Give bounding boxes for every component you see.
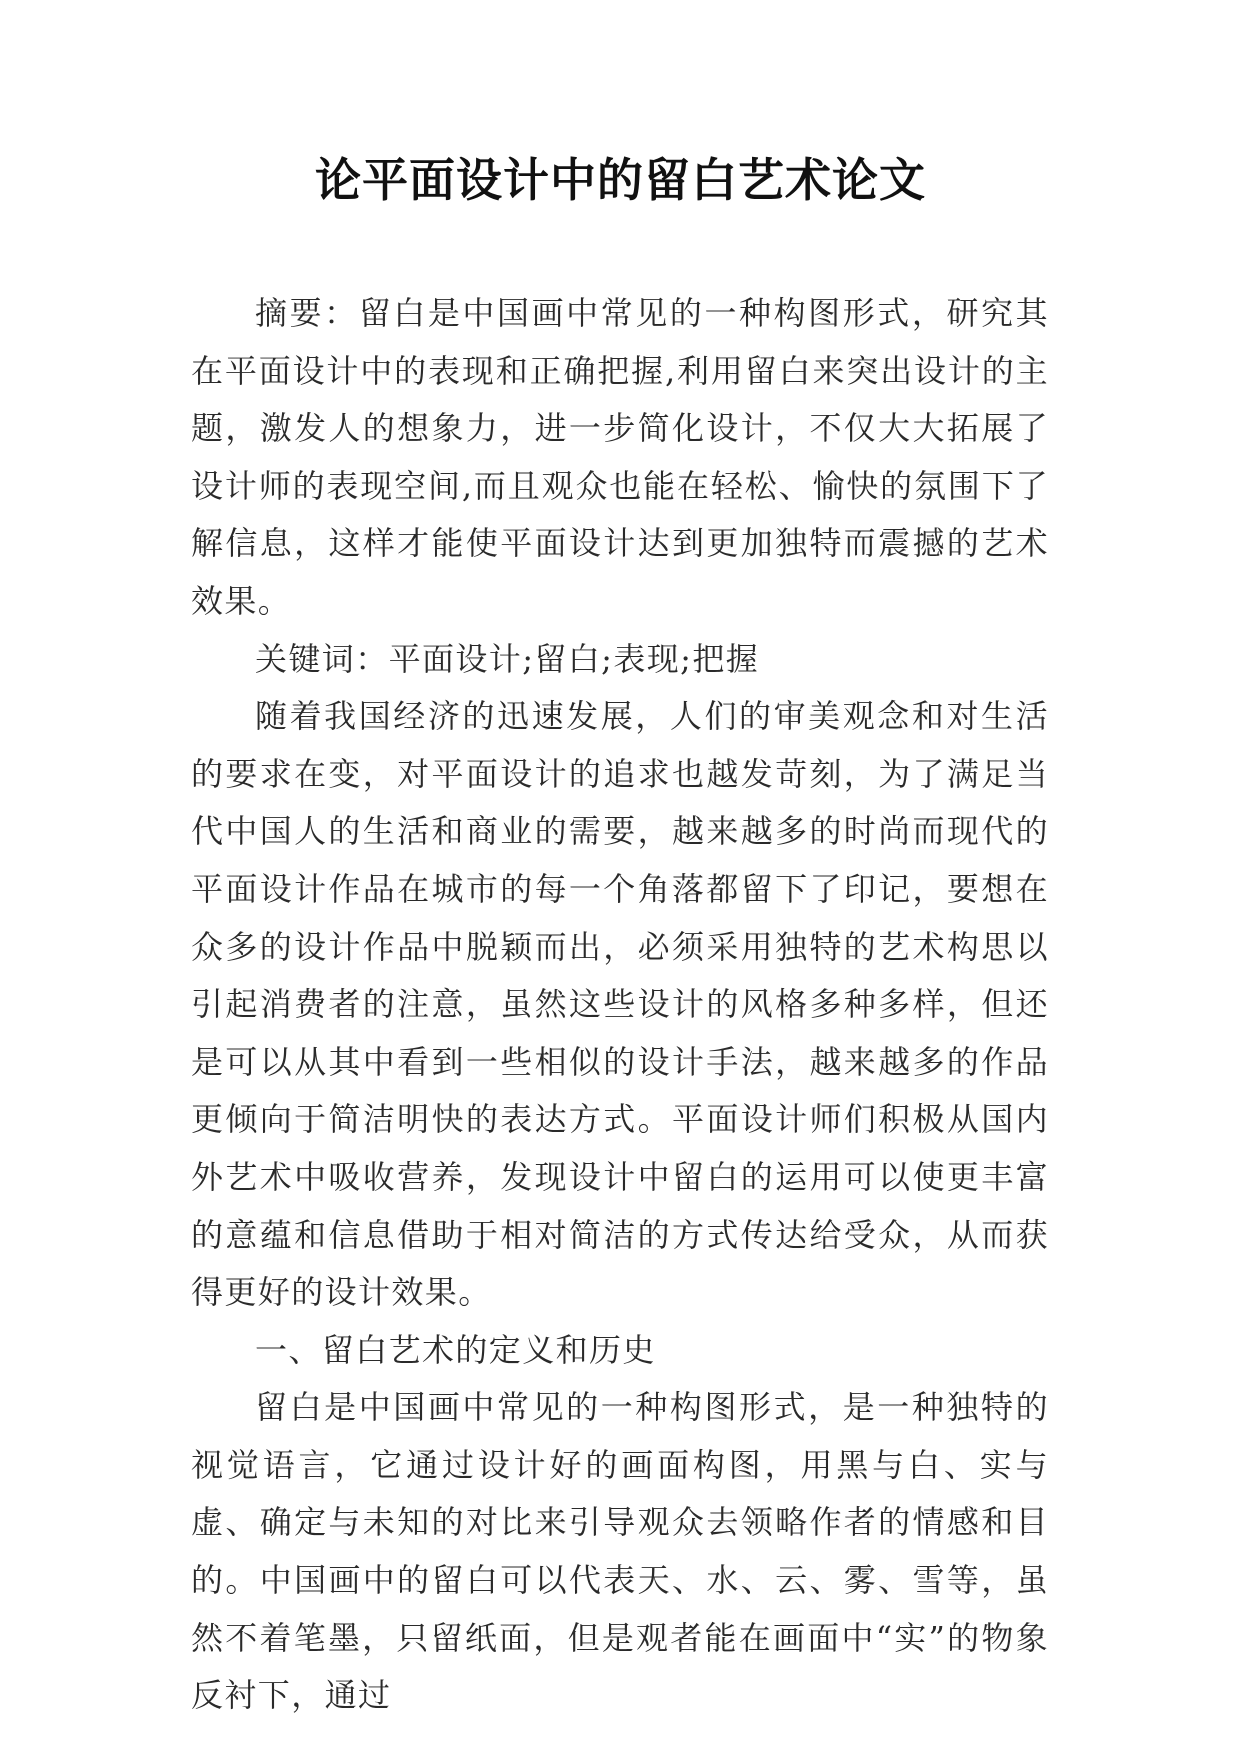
document-title: 论平面设计中的留白艺术论文: [315, 153, 926, 207]
abstract-paragraph: 摘要：留白是中国画中常见的一种构图形式，研究其在平面设计中的表现和正确把握,利用留白来突出设计的主题，激发人的想象力，进一步简化设计，不仅大大拓展了设计师的表现空间,而且观众也能在轻松、愉快的氛围下了解信息，这样才能使平面设计达到更加独特而震撼的艺术效果。: [191, 294, 1049, 620]
keywords-paragraph: 关键词：平面设计;留白;表现;把握: [255, 639, 760, 678]
section-heading: 一、留白艺术的定义和历史: [255, 1330, 656, 1369]
intro-paragraph: 随着我国经济的迅速发展，人们的审美观念和对生活的要求在变，对平面设计的追求也越发苛刻，为了满足当代中国人的生活和商业的需要，越来越多的时尚而现代的平面设计作品在城市的每一个角落都留下了印记，要想在众多的设计作品中脱颖而出，必须采用独特的艺术构思以引起消费者的注意，虽然这些设计的风格多种多样，但还是可以从其中看到一些相似的设计手法，越来越多的作品更倾向于简洁明快的表达方式。平面设计师们积极从国内外艺术中吸收营养，发现设计中留白的运用可以使更丰富的意蕴和信息借助于相对简洁的方式传达给受众，从而获得更好的设计效果。: [191, 697, 1049, 1312]
document-body: [191, 285, 1049, 1725]
section-paragraph: 留白是中国画中常见的一种构图形式，是一种独特的视觉语言，它通过设计好的画面构图，用黑与白、实与虚、确定与未知的对比来引导观众去领略作者的情感和目的。中国画中的留白可以代表天、水、云、雾、雪等，虽然不着笔墨，只留纸面，但是观者能在画面中“实”的物象反衬下，通过: [191, 1388, 1049, 1715]
